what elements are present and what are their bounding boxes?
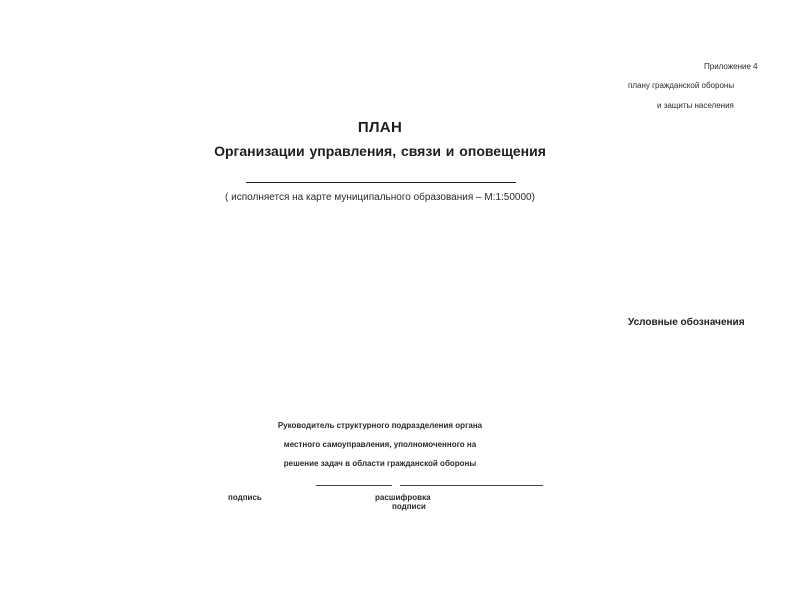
signatory-position-line-1: Руководитель структурного подразделения органа [277, 421, 483, 430]
title-underline [246, 182, 516, 183]
signature-line [316, 485, 392, 486]
appendix-line-2: плану гражданской обороны [628, 81, 735, 90]
map-scale-note: ( исполняется на карте муниципального образования – М:1:50000) [225, 192, 535, 203]
signatory-position-line-2: местного самоуправления, уполномоченного на [283, 440, 477, 449]
signature-decoding-line [400, 485, 543, 486]
signature-label: подпись [228, 493, 262, 502]
decoding-label-line-1: расшифровка [375, 493, 431, 502]
document-subtitle: Организации управления, связи и оповещения [214, 143, 546, 159]
decoding-label-line-2: подписи [392, 502, 426, 511]
document-title: ПЛАН [357, 119, 403, 136]
appendix-line-1: Приложение 4 [704, 62, 758, 71]
legend-heading: Условные обозначения [628, 317, 745, 328]
signatory-position-line-3: решение задач в области гражданской обороны [283, 459, 477, 468]
appendix-line-3: и защиты населения [657, 101, 734, 110]
